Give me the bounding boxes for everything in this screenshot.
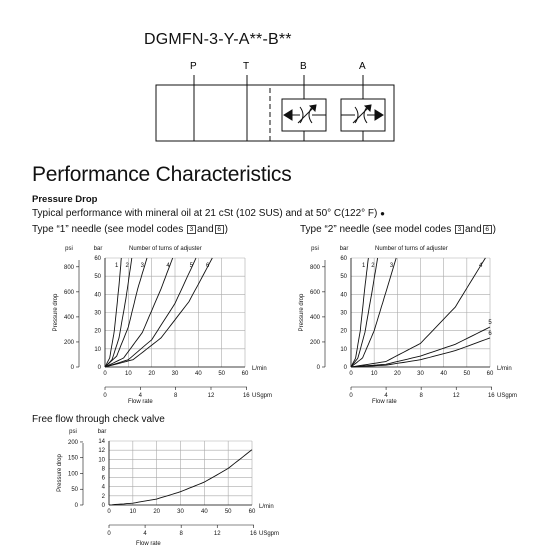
x-tick-label-lpm: 50 bbox=[224, 509, 232, 515]
psi-unit-label: psi bbox=[65, 246, 73, 252]
lpm-unit-label: L/min bbox=[252, 366, 267, 372]
y-tick-label-bar: 40 bbox=[94, 292, 101, 299]
y-tick-label-bar: 10 bbox=[98, 457, 105, 464]
bullet-icon: ● bbox=[380, 209, 385, 218]
subsection-title: Pressure Drop bbox=[32, 194, 98, 205]
x-tick-label-gpm: 12 bbox=[213, 531, 221, 537]
y-tick-label-bar: 2 bbox=[101, 493, 105, 500]
x-tick-label-lpm: 20 bbox=[148, 371, 156, 377]
x-tick-label-lpm: 20 bbox=[393, 371, 401, 377]
series-label: 1 bbox=[362, 263, 366, 269]
y-tick-label-bar: 10 bbox=[94, 346, 101, 353]
y-tick-label-psi: 600 bbox=[309, 289, 320, 296]
y-tick-label-bar: 4 bbox=[101, 484, 105, 491]
y-tick-label-bar: 30 bbox=[340, 310, 347, 317]
y-tick-label-psi: 800 bbox=[309, 264, 320, 271]
type1-suffix: ) bbox=[224, 224, 229, 235]
x-tick-label-lpm: 60 bbox=[486, 371, 494, 377]
y-tick-label-bar: 0 bbox=[97, 365, 101, 371]
x-tick-label-gpm: 12 bbox=[452, 393, 460, 399]
free-flow-title: Free flow through check valve bbox=[32, 414, 165, 425]
series-label: 6 bbox=[205, 263, 210, 269]
y-tick-label-bar: 60 bbox=[340, 256, 347, 262]
x-tick-label-gpm: 16 bbox=[487, 393, 495, 399]
x-tick-label-gpm: 4 bbox=[138, 393, 143, 399]
x-tick-label-lpm: 10 bbox=[124, 371, 132, 377]
y-tick-label-psi: 400 bbox=[309, 314, 320, 321]
bar-unit-label: bar bbox=[97, 429, 107, 435]
type1-mid: and bbox=[196, 224, 214, 235]
x-tick-label-gpm: 12 bbox=[207, 393, 215, 399]
y-tick-label-bar: 14 bbox=[98, 439, 105, 445]
x-tick-label-lpm: 0 bbox=[349, 371, 353, 377]
x-tick-label-lpm: 60 bbox=[241, 371, 249, 377]
chart-1 bbox=[105, 258, 245, 367]
psi-unit-label: psi bbox=[311, 246, 319, 252]
x-tick-label-lpm: 60 bbox=[248, 509, 256, 515]
type2-prefix: Type “2” needle (see model codes bbox=[300, 224, 454, 235]
type2-mid: and bbox=[464, 224, 482, 235]
x-tick-label-lpm: 50 bbox=[218, 371, 226, 377]
x-axis-title: Flow rate bbox=[372, 399, 397, 405]
lpm-unit-label: L/min bbox=[259, 504, 274, 510]
chart-2 bbox=[351, 258, 490, 367]
type1-prefix: Type “1” needle (see model codes bbox=[32, 224, 186, 235]
y-tick-label-bar: 20 bbox=[340, 328, 347, 335]
x-tick-label-lpm: 30 bbox=[417, 371, 424, 377]
y-tick-label-bar: 0 bbox=[101, 503, 105, 509]
port-label-t: T bbox=[243, 61, 250, 72]
x-tick-label-lpm: 30 bbox=[177, 509, 184, 515]
y-tick-label-bar: 10 bbox=[340, 346, 347, 353]
lpm-unit-label: L/min bbox=[497, 366, 512, 372]
section-title: Performance Characteristics bbox=[32, 163, 292, 186]
series-label: 1 bbox=[114, 263, 119, 269]
y-tick-label-psi: 800 bbox=[63, 264, 74, 271]
y-axis-title: Pressure drop bbox=[57, 454, 63, 492]
port-label-p: P bbox=[190, 61, 197, 72]
y-tick-label-bar: 50 bbox=[340, 274, 347, 281]
series-label: 3 bbox=[140, 263, 144, 269]
series-label: 3 bbox=[389, 263, 394, 269]
y-tick-label-psi: 200 bbox=[63, 339, 74, 346]
y-tick-label-bar: 30 bbox=[94, 310, 101, 317]
gpm-unit-label: USgpm bbox=[259, 531, 280, 537]
y-tick-label-psi: 0 bbox=[316, 365, 320, 371]
y-tick-label-psi: 600 bbox=[63, 289, 74, 296]
x-tick-label-lpm: 10 bbox=[129, 509, 137, 515]
y-tick-label-bar: 20 bbox=[94, 328, 101, 335]
type2-suffix: ) bbox=[492, 224, 497, 235]
x-tick-label-lpm: 40 bbox=[200, 509, 208, 515]
x-tick-label-lpm: 40 bbox=[440, 371, 448, 377]
bar-unit-label: bar bbox=[93, 246, 103, 252]
series-label: 4 bbox=[479, 263, 483, 269]
y-tick-label-psi: 200 bbox=[309, 339, 320, 346]
y-tick-label-bar: 60 bbox=[94, 256, 101, 262]
y-tick-label-psi: 200 bbox=[67, 439, 78, 446]
x-tick-label-gpm: 0 bbox=[349, 393, 353, 399]
y-tick-label-psi: 400 bbox=[63, 314, 74, 321]
y-axis-title: Pressure drop bbox=[299, 293, 305, 332]
x-axis-title: Flow rate bbox=[128, 399, 153, 405]
y-tick-label-psi: 0 bbox=[74, 503, 78, 509]
x-tick-label-lpm: 50 bbox=[463, 371, 471, 377]
y-tick-label-bar: 8 bbox=[101, 466, 105, 473]
x-tick-label-lpm: 20 bbox=[153, 509, 161, 515]
y-tick-label-bar: 0 bbox=[343, 365, 347, 371]
y-tick-label-bar: 12 bbox=[98, 448, 105, 455]
x-axis-title: Flow rate bbox=[136, 541, 161, 547]
y-axis-title: Pressure drop bbox=[53, 293, 59, 332]
x-tick-label-gpm: 16 bbox=[250, 531, 257, 537]
series-label: 5 bbox=[189, 263, 193, 269]
gpm-unit-label: USgpm bbox=[497, 393, 518, 399]
x-tick-label-gpm: 8 bbox=[419, 393, 423, 399]
port-label-a: A bbox=[359, 61, 366, 72]
x-tick-label-gpm: 16 bbox=[242, 393, 250, 399]
turns-annotation: Number of turns of adjuster bbox=[129, 246, 202, 252]
chart-3 bbox=[109, 441, 252, 505]
series-label: 2 bbox=[125, 263, 129, 269]
x-tick-label-gpm: 4 bbox=[143, 531, 147, 537]
model-code-ref: 3 bbox=[455, 225, 464, 234]
model-code-title: DGMFN-3-Y-A**-B** bbox=[144, 31, 292, 48]
x-tick-label-lpm: 0 bbox=[103, 371, 107, 377]
x-tick-label-lpm: 40 bbox=[194, 371, 202, 377]
x-tick-label-gpm: 4 bbox=[384, 393, 388, 399]
y-tick-label-bar: 6 bbox=[101, 475, 105, 482]
x-tick-label-gpm: 8 bbox=[173, 393, 178, 399]
series-label: 5 bbox=[488, 320, 492, 327]
model-code-ref: 6 bbox=[215, 225, 224, 234]
x-tick-label-lpm: 30 bbox=[171, 371, 179, 377]
x-tick-label-gpm: 8 bbox=[179, 531, 183, 537]
typical-text: Typical performance with mineral oil at 21 cSt (102 SUS) and at 50° C(122° F) bbox=[32, 208, 378, 219]
x-tick-label-lpm: 10 bbox=[370, 371, 378, 377]
y-tick-label-psi: 150 bbox=[67, 455, 78, 462]
y-tick-label-psi: 50 bbox=[71, 487, 78, 494]
series-label: 4 bbox=[166, 263, 170, 269]
x-tick-label-gpm: 0 bbox=[107, 531, 111, 537]
x-tick-label-lpm: 0 bbox=[107, 509, 111, 515]
gpm-unit-label: USgpm bbox=[252, 393, 273, 399]
model-code-ref: 3 bbox=[187, 225, 196, 234]
y-tick-label-bar: 40 bbox=[340, 292, 347, 299]
y-tick-label-psi: 0 bbox=[70, 365, 74, 371]
psi-unit-label: psi bbox=[69, 429, 77, 435]
model-code-ref: 6 bbox=[483, 225, 492, 234]
turns-annotation: Number of turns of adjuster bbox=[375, 246, 448, 252]
series-label: 2 bbox=[371, 263, 375, 269]
y-tick-label-psi: 100 bbox=[67, 471, 78, 478]
x-tick-label-gpm: 0 bbox=[103, 393, 107, 399]
bar-unit-label: bar bbox=[339, 246, 349, 252]
port-label-b: B bbox=[300, 61, 307, 72]
y-tick-label-bar: 50 bbox=[94, 274, 101, 281]
series-label: 6 bbox=[488, 330, 492, 337]
